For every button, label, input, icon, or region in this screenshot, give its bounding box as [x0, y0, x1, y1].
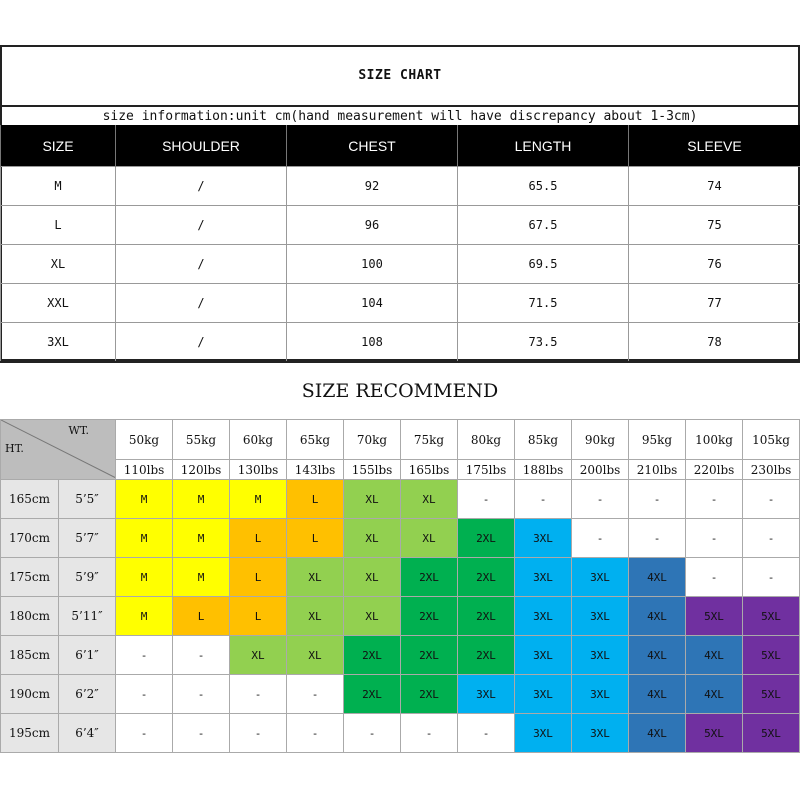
table-row: [1, 245, 800, 284]
size-recommend-cell: 3XL: [572, 558, 629, 597]
size-recommend-cell: L: [230, 519, 287, 558]
height-ft-cell: 5’11″: [59, 597, 116, 636]
height-cm-cell: 175cm: [1, 558, 59, 597]
weight-kg-cell: 95kg: [629, 420, 686, 460]
chest-cell: 108: [287, 323, 458, 362]
height-cm-cell: 170cm: [1, 519, 59, 558]
size-recommend-cell: -: [173, 675, 230, 714]
height-cm-cell: 180cm: [1, 597, 59, 636]
size-recommend-cell: 2XL: [401, 558, 458, 597]
weight-lbs-cell: 130lbs: [230, 460, 287, 480]
size-recommend-cell: XL: [344, 558, 401, 597]
table-row: [1, 480, 800, 519]
size-recommend-cell: XL: [287, 636, 344, 675]
sleeve-cell: 78: [629, 323, 800, 362]
weight-kg-cell: 100kg: [686, 420, 743, 460]
size-chart-table: [0, 125, 800, 362]
size-recommend-cell: XL: [344, 480, 401, 519]
size-recommend-cell: L: [230, 597, 287, 636]
height-ft-cell: 5’7″: [59, 519, 116, 558]
weight-kg-cell: 90kg: [572, 420, 629, 460]
size-recommend-cell: 3XL: [572, 597, 629, 636]
height-ft-cell: 6’1″: [59, 636, 116, 675]
size-recommend-cell: 4XL: [686, 675, 743, 714]
height-ft-cell: 6’4″: [59, 714, 116, 753]
length-cell: 73.5: [458, 323, 629, 362]
size-recommend-cell: 2XL: [344, 636, 401, 675]
weight-kg-cell: 75kg: [401, 420, 458, 460]
height-cm-cell: 195cm: [1, 714, 59, 753]
header-size: SIZE: [1, 125, 116, 167]
weight-lbs-cell: 155lbs: [344, 460, 401, 480]
weight-lbs-cell: 120lbs: [173, 460, 230, 480]
size-recommend-cell: L: [287, 519, 344, 558]
size-chart-header-row: [1, 125, 800, 167]
size-recommend-cell: M: [173, 558, 230, 597]
size-recommend-cell: -: [572, 519, 629, 558]
table-row: [1, 636, 800, 675]
weight-axis-label: WT.: [68, 424, 89, 437]
size-recommend-cell: 2XL: [401, 636, 458, 675]
size-recommend-cell: L: [230, 558, 287, 597]
size-recommend-cell: -: [458, 714, 515, 753]
weight-lbs-cell: 220lbs: [686, 460, 743, 480]
size-recommend-cell: 4XL: [629, 558, 686, 597]
size-recommend-cell: 2XL: [458, 597, 515, 636]
size-recommend-cell: 3XL: [572, 714, 629, 753]
size-recommend-cell: 2XL: [401, 675, 458, 714]
size-recommend-cell: -: [686, 519, 743, 558]
weight-kg-cell: 80kg: [458, 420, 515, 460]
table-row: [1, 714, 800, 753]
chest-cell: 100: [287, 245, 458, 284]
size-recommend-cell: 2XL: [458, 558, 515, 597]
header-shoulder: SHOULDER: [116, 125, 287, 167]
height-ft-cell: 5’5″: [59, 480, 116, 519]
size-recommend-cell: 5XL: [743, 714, 800, 753]
size-recommend-cell: -: [287, 675, 344, 714]
table-row: [1, 284, 800, 323]
size-cell: 3XL: [1, 323, 116, 362]
size-cell: XXL: [1, 284, 116, 323]
weight-kg-cell: 50kg: [116, 420, 173, 460]
height-axis-label: HT.: [5, 442, 24, 455]
size-recommend-cell: 3XL: [572, 675, 629, 714]
size-recommend-cell: 2XL: [458, 636, 515, 675]
size-recommend-cell: -: [629, 480, 686, 519]
size-chart-title: SIZE CHART: [358, 67, 442, 83]
size-recommend-cell: XL: [344, 597, 401, 636]
height-cm-cell: 165cm: [1, 480, 59, 519]
size-recommend-cell: 2XL: [458, 519, 515, 558]
weight-lbs-cell: 188lbs: [515, 460, 572, 480]
corner-header: [1, 420, 116, 480]
size-recommend-cell: XL: [230, 636, 287, 675]
size-recommend-cell: 3XL: [515, 519, 572, 558]
length-cell: 69.5: [458, 245, 629, 284]
weight-kg-cell: 70kg: [344, 420, 401, 460]
size-recommend-cell: 3XL: [458, 675, 515, 714]
sleeve-cell: 77: [629, 284, 800, 323]
height-ft-cell: 5’9″: [59, 558, 116, 597]
size-recommend-title: SIZE RECOMMEND: [0, 361, 800, 419]
header-length: LENGTH: [458, 125, 629, 167]
shoulder-cell: /: [116, 167, 287, 206]
weight-lbs-cell: 200lbs: [572, 460, 629, 480]
size-recommend-cell: -: [458, 480, 515, 519]
size-recommend-cell: 5XL: [686, 597, 743, 636]
size-recommend-cell: XL: [401, 519, 458, 558]
chest-cell: 96: [287, 206, 458, 245]
size-recommend-cell: -: [743, 480, 800, 519]
weight-lbs-cell: 230lbs: [743, 460, 800, 480]
table-row: [1, 206, 800, 245]
size-recommend-cell: 3XL: [515, 714, 572, 753]
shoulder-cell: /: [116, 284, 287, 323]
size-recommend-cell: XL: [287, 597, 344, 636]
size-recommend-cell: -: [116, 675, 173, 714]
size-cell: L: [1, 206, 116, 245]
size-recommend-cell: 2XL: [344, 675, 401, 714]
size-cell: XL: [1, 245, 116, 284]
size-recommend-cell: -: [572, 480, 629, 519]
size-recommend-cell: 3XL: [515, 675, 572, 714]
size-recommend-cell: L: [287, 480, 344, 519]
chest-cell: 92: [287, 167, 458, 206]
size-cell: M: [1, 167, 116, 206]
size-recommend-cell: -: [173, 714, 230, 753]
table-row: [1, 675, 800, 714]
size-recommend-cell: -: [116, 714, 173, 753]
height-cm-cell: 190cm: [1, 675, 59, 714]
size-recommend-cell: M: [116, 480, 173, 519]
measurement-note: size information:unit cm(hand measurement will have discrepancy about 1-3cm): [0, 105, 800, 125]
size-recommend-cell: M: [116, 597, 173, 636]
weight-kg-cell: 105kg: [743, 420, 800, 460]
sleeve-cell: 74: [629, 167, 800, 206]
weight-kg-row: [1, 420, 800, 460]
size-recommend-cell: M: [116, 558, 173, 597]
size-recommend-cell: 3XL: [515, 558, 572, 597]
size-recommend-cell: 3XL: [572, 636, 629, 675]
weight-lbs-cell: 175lbs: [458, 460, 515, 480]
shoulder-cell: /: [116, 323, 287, 362]
weight-kg-cell: 65kg: [287, 420, 344, 460]
table-row: [1, 167, 800, 206]
size-recommend-cell: -: [173, 636, 230, 675]
sleeve-cell: 76: [629, 245, 800, 284]
size-recommend-cell: -: [743, 519, 800, 558]
weight-kg-cell: 55kg: [173, 420, 230, 460]
size-recommend-cell: 3XL: [515, 636, 572, 675]
height-ft-cell: 6’2″: [59, 675, 116, 714]
weight-kg-cell: 85kg: [515, 420, 572, 460]
size-recommend-cell: M: [173, 519, 230, 558]
size-recommend-cell: 5XL: [743, 636, 800, 675]
size-recommend-cell: -: [287, 714, 344, 753]
size-recommend-cell: -: [401, 714, 458, 753]
table-row: [1, 558, 800, 597]
size-recommend-cell: -: [515, 480, 572, 519]
shoulder-cell: /: [116, 245, 287, 284]
size-recommend-cell: -: [344, 714, 401, 753]
table-row: [1, 597, 800, 636]
size-recommend-cell: M: [173, 480, 230, 519]
weight-lbs-cell: 165lbs: [401, 460, 458, 480]
size-recommend-cell: -: [686, 558, 743, 597]
size-recommend-cell: XL: [401, 480, 458, 519]
weight-kg-cell: 60kg: [230, 420, 287, 460]
size-recommend-cell: -: [686, 480, 743, 519]
size-recommend-cell: M: [116, 519, 173, 558]
size-recommend-cell: M: [230, 480, 287, 519]
size-recommend-cell: XL: [344, 519, 401, 558]
weight-lbs-cell: 210lbs: [629, 460, 686, 480]
recommend-body: [1, 480, 800, 753]
size-recommend-cell: L: [173, 597, 230, 636]
size-recommend-cell: -: [230, 675, 287, 714]
table-row: [1, 323, 800, 362]
shoulder-cell: /: [116, 206, 287, 245]
size-recommend-cell: 4XL: [629, 636, 686, 675]
size-recommend-cell: 3XL: [515, 597, 572, 636]
size-recommend-cell: -: [743, 558, 800, 597]
weight-lbs-cell: 143lbs: [287, 460, 344, 480]
height-cm-cell: 185cm: [1, 636, 59, 675]
size-recommend-cell: 5XL: [743, 675, 800, 714]
size-recommend-cell: 4XL: [629, 675, 686, 714]
weight-lbs-row: [1, 460, 800, 480]
size-recommend-cell: 4XL: [629, 714, 686, 753]
size-recommend-cell: -: [116, 636, 173, 675]
length-cell: 71.5: [458, 284, 629, 323]
header-sleeve: SLEEVE: [629, 125, 800, 167]
size-recommend-cell: 2XL: [401, 597, 458, 636]
size-recommend-cell: XL: [287, 558, 344, 597]
size-recommend-cell: 4XL: [629, 597, 686, 636]
table-row: [1, 519, 800, 558]
sleeve-cell: 75: [629, 206, 800, 245]
chest-cell: 104: [287, 284, 458, 323]
length-cell: 67.5: [458, 206, 629, 245]
size-recommend-cell: 5XL: [743, 597, 800, 636]
size-recommend-cell: 4XL: [686, 636, 743, 675]
size-recommend-table: [0, 419, 800, 753]
size-recommend-cell: -: [629, 519, 686, 558]
length-cell: 65.5: [458, 167, 629, 206]
header-chest: CHEST: [287, 125, 458, 167]
weight-lbs-cell: 110lbs: [116, 460, 173, 480]
size-recommend-cell: -: [230, 714, 287, 753]
size-recommend-cell: 5XL: [686, 714, 743, 753]
